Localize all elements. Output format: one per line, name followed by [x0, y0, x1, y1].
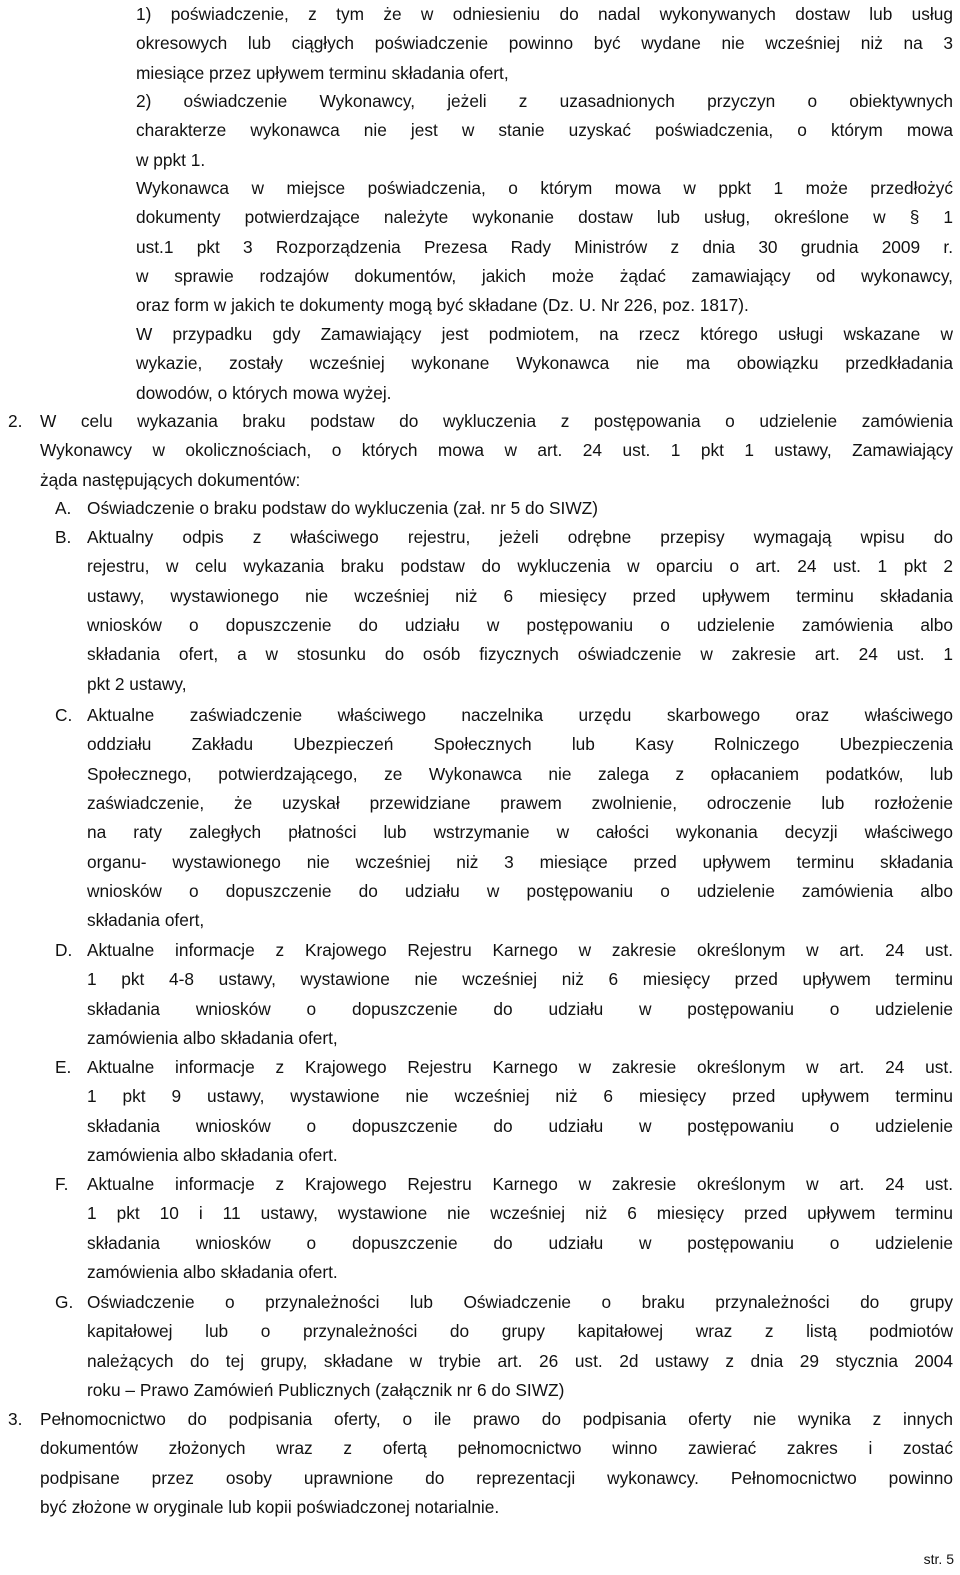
text-line: w ppkt 1. [136, 150, 206, 170]
text-line: dokumentów złożonych wraz z ofertą pełnomocnictwo winno zawierać zakres i zostać [40, 1438, 953, 1458]
text-line: Społecznego, potwierdzającego, ze Wykonawca nie zalega z opłacaniem podatków, lub [87, 764, 953, 784]
text-line: oddziału Zakładu Ubezpieczeń Społecznych lub Kasy Rolniczego Ubezpieczenia [87, 734, 953, 754]
text-line: wykazie, zostały wcześniej wykonane Wykonawca nie ma obowiązku przedkładania [136, 353, 953, 373]
text-line: Aktualne informacje z Krajowego Rejestru Karnego w zakresie określonym w art. 24 ust. [87, 1174, 953, 1194]
text-line: miesiące przez upływem terminu składania ofert, [136, 63, 509, 83]
text-line: Aktualne zaświadczenie właściwego naczelnika urzędu skarbowego oraz właściwego [87, 705, 953, 725]
text-line: zamówienia albo składania ofert. [87, 1145, 338, 1165]
text-line: Oświadczenie o przynależności lub Oświadczenie o braku przynależności do grupy [87, 1292, 953, 1312]
text-line: na raty zaległych płatności lub wstrzymanie w całości wykonania decyzji właściwego [87, 822, 953, 842]
list-label: A. [55, 498, 72, 518]
text-line: wniosków o dopuszczenie do udziału w postępowaniu o udzielenie zamówienia albo [87, 881, 953, 901]
text-line: okresowych lub ciągłych poświadczenie powinno być wydane nie wcześniej niż na 3 [136, 33, 953, 53]
text-line: zaświadczenie, że uzyskał przewidziane prawem zwolnienie, odroczenie lub rozłożenie [87, 793, 953, 813]
text-line: charakterze wykonawca nie jest w stanie uzyskać poświadczenia, o którym mowa [136, 120, 953, 140]
text-line: kapitałowej lub o przynależności do grupy kapitałowej wraz z listą podmiotów [87, 1321, 953, 1341]
text-line: 1) poświadczenie, z tym że w odniesieniu do nadal wykonywanych dostaw lub usług [136, 4, 953, 24]
text-line: być złożone w oryginale lub kopii poświadczonej notarialnie. [40, 1497, 500, 1517]
text-line: składania ofert, a w stosunku do osób fizycznych oświadczenie w zakresie art. 24 ust. 1 [87, 644, 953, 664]
text-line: Wykonawca w miejsce poświadczenia, o którym mowa w ppkt 1 może przedłożyć [136, 178, 953, 198]
text-line: W przypadku gdy Zamawiający jest podmiotem, na rzecz którego usługi wskazane w [136, 324, 953, 344]
text-line: zamówienia albo składania ofert, [87, 1028, 338, 1048]
text-line: składania wniosków o dopuszczenie do udziału w postępowaniu o udzielenie [87, 1233, 953, 1253]
text-line: roku – Prawo Zamówień Publicznych (załącznik nr 6 do SIWZ) [87, 1380, 565, 1400]
text-line: Aktualny odpis z właściwego rejestru, jeżeli odrębne przepisy wymagają wpisu do [87, 527, 953, 547]
text-line: dokumenty potwierdzające należyte wykonanie dostaw lub usług, określone w § 1 [136, 207, 953, 227]
text-line: 1 pkt 9 ustawy, wystawione nie wcześniej niż 6 miesięcy przed upływem terminu [87, 1086, 953, 1106]
text-line: Aktualne informacje z Krajowego Rejestru Karnego w zakresie określonym w art. 24 ust. [87, 1057, 953, 1077]
text-line: Wykonawcy w okolicznościach, o których mowa w art. 24 ust. 1 pkt 1 ustawy, Zamawiający [40, 440, 953, 460]
text-line: W celu wykazania braku podstaw do wykluczenia z postępowania o udzielenie zamówienia [40, 411, 953, 431]
text-line: organu- wystawionego nie wcześniej niż 3 miesiące przed upływem terminu składania [87, 852, 953, 872]
text-line: ustawy, wystawionego nie wcześniej niż 6 miesięcy przed upływem terminu składania [87, 586, 953, 606]
text-line: w sprawie rodzajów dokumentów, jakich może żądać zamawiający od wykonawcy, [136, 266, 953, 286]
text-line: oraz form w jakich te dokumenty mogą być składane (Dz. U. Nr 226, poz. 1817). [136, 295, 749, 315]
list-label: D. [55, 940, 73, 960]
list-label: E. [55, 1057, 72, 1077]
page-number: str. 5 [923, 1551, 954, 1567]
text-line: należących do tej grupy, składane w trybie art. 26 ust. 2d ustawy z dnia 29 stycznia 2004 [87, 1351, 953, 1371]
list-label: F. [55, 1174, 69, 1194]
text-line: wniosków o dopuszczenie do udziału w postępowaniu o udzielenie zamówienia albo [87, 615, 953, 635]
list-label: 3. [8, 1409, 23, 1429]
list-label: B. [55, 527, 72, 547]
list-label: C. [55, 705, 73, 725]
text-line: 2) oświadczenie Wykonawcy, jeżeli z uzasadnionych przyczyn o obiektywnych [136, 91, 953, 111]
list-label: 2. [8, 411, 23, 431]
text-line: 1 pkt 10 i 11 ustawy, wystawione nie wcześniej niż 6 miesięcy przed upływem terminu [87, 1203, 953, 1223]
text-line: składania ofert, [87, 910, 205, 930]
text-line: dowodów, o których mowa wyżej. [136, 383, 392, 403]
text-line: ust.1 pkt 3 Rozporządzenia Prezesa Rady Ministrów z dnia 30 grudnia 2009 r. [136, 237, 953, 257]
text-line: składania wniosków o dopuszczenie do udziału w postępowaniu o udzielenie [87, 1116, 953, 1136]
text-line: Oświadczenie o braku podstaw do wykluczenia (zał. nr 5 do SIWZ) [87, 498, 598, 518]
text-line: 1 pkt 4-8 ustawy, wystawione nie wcześniej niż 6 miesięcy przed upływem terminu [87, 969, 953, 989]
text-line: składania wniosków o dopuszczenie do udziału w postępowaniu o udzielenie [87, 999, 953, 1019]
text-line: rejestru, w celu wykazania braku podstaw do wykluczenia w oparciu o art. 24 ust. 1 pkt 2 [87, 556, 953, 576]
text-line: Pełnomocnictwo do podpisania oferty, o ile prawo do podpisania oferty nie wynika z innych [40, 1409, 953, 1429]
text-line: żąda następujących dokumentów: [40, 470, 301, 490]
text-line: pkt 2 ustawy, [87, 674, 187, 694]
text-line: zamówienia albo składania ofert. [87, 1262, 338, 1282]
text-line: Aktualne informacje z Krajowego Rejestru Karnego w zakresie określonym w art. 24 ust. [87, 940, 953, 960]
list-label: G. [55, 1292, 74, 1312]
text-line: podpisane przez osoby uprawnione do reprezentacji wykonawcy. Pełnomocnictwo powinno [40, 1468, 953, 1488]
